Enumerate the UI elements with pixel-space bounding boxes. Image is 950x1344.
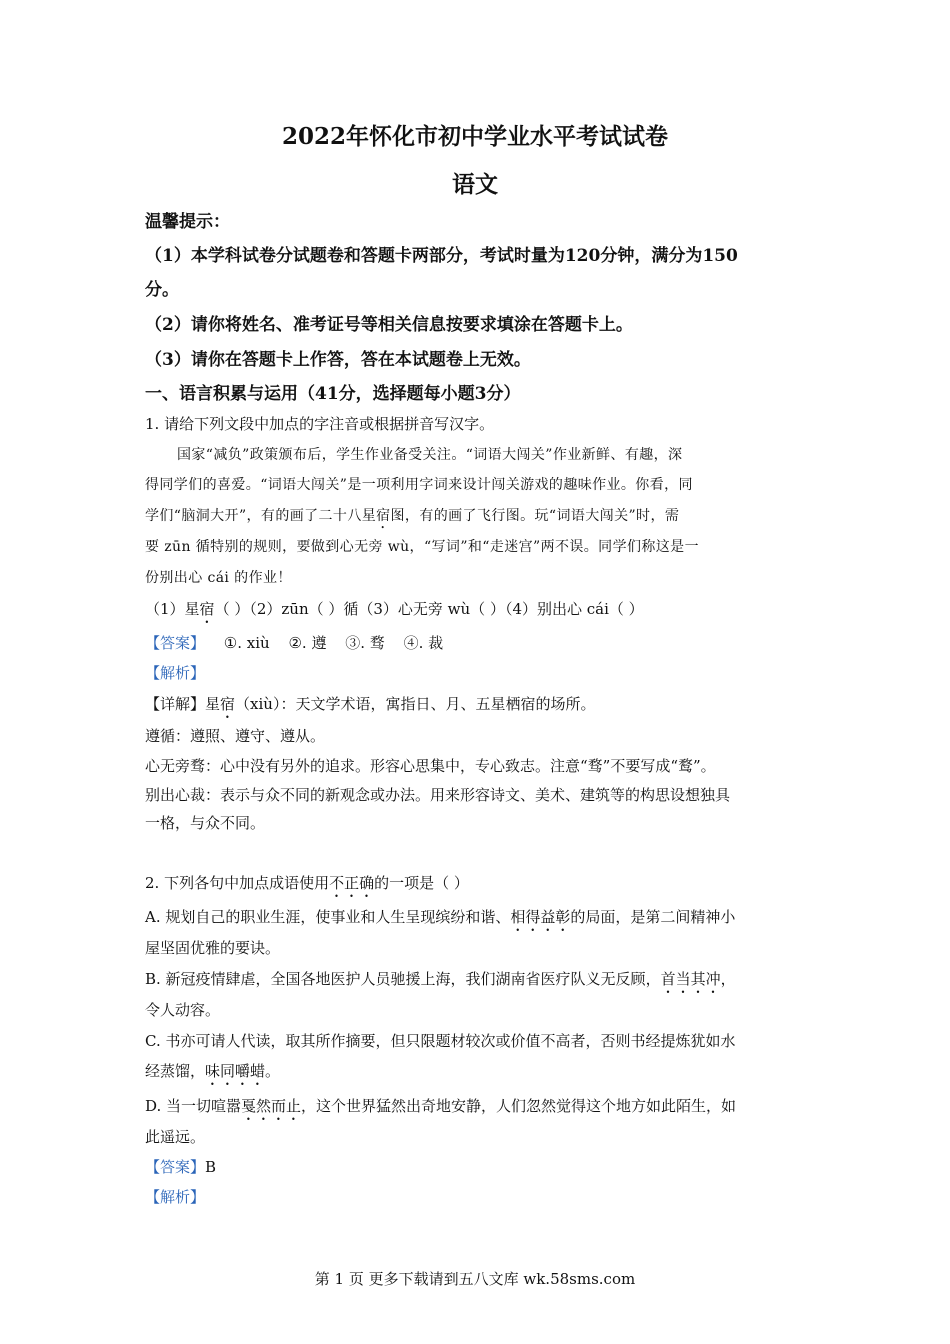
answer-tag: 【答案】 [145,634,206,652]
tips-heading: 温馨提示： [145,212,230,232]
dotted-words: 不正确 [329,874,375,892]
page-subtitle: 语文 [452,171,498,198]
tip-item-1-cont: 分。 [145,280,179,300]
q1-detail-line-3: 心无旁骛：心中没有另外的追求。形容心思集中，专心致志。注意“骛”不要写成“鹜”。 [145,757,716,775]
tip-item-2: （2）请你将姓名、准考证号等相关信息按要求填涂在答题卡上。 [145,315,633,335]
page-title: 2022年怀化市初中学业水平考试试卷 [281,123,668,150]
q1-answer [145,632,443,653]
q1-stem: 1. 请给下列文段中加点的字注音或根据拼音写汉字。 [145,415,495,433]
q1-analysis-tag: 【解析】 [145,664,206,682]
q2-option-c-cont: 经蒸馏，味同嚼蜡。 [145,1062,281,1080]
q2-option-b: B. 新冠疫情肆虐，全国各地医护人员驰援上海，我们湖南省医疗队义无反顾，首当其冲， [145,970,736,988]
q2-option-b-cont: 令人动容。 [145,1001,221,1019]
q1-detail: 【详解】星宿（xiù）：天文学术语，寓指日、月、五星栖宿的场所。 [145,695,596,713]
q1-detail-line-4: 别出心裁：表示与众不同的新观念或办法。用来形容诗文、美术、建筑等的构思设想独具 [145,786,731,804]
dotted-char: 宿 [376,508,391,524]
q1-passage-line-3: 学们“脑洞大开”，有的画了二十八星宿图，有的画了飞行图。玩“词语大闯关”时，需 [145,508,680,524]
answer-tag: 【答案】 [145,1158,206,1176]
dotted-idiom: 相得益彰 [510,908,571,926]
dotted-char: 宿 [220,695,236,713]
dotted-idiom: 首当其冲 [660,970,721,988]
answer-item: ④. 裁 [403,634,444,652]
q1-detail-line-2: 遵循：遵照、遵守、遵从。 [145,727,326,745]
q2-option-d: D. 当一切喧嚣戛然而止，这个世界猛然出奇地安静，人们忽然觉得这个地方如此陌生，如 [145,1097,737,1115]
page-footer: 第 1 页 更多下载请到五八文库 wk.58sms.com [314,1270,636,1288]
dotted-idiom: 味同嚼蜡 [205,1062,266,1080]
q2-stem: 2. 下列各句中加点成语使用不正确的一项是（ ） [145,874,469,892]
q1-blanks: （1）星宿（ ）（2）zūn（ ）循（3）心无旁 wù（ ）（4）别出心 cái（ ） [145,600,644,618]
q2-option-a: A. 规划自己的职业生涯，使事业和人生呈现缤纷和谐、相得益彰的局面，是第二间精神小 [145,908,736,926]
q1-passage-line-4: 要 zūn 循特别的规则，要做到心无旁 wù，“写词”和“走迷宫”两不误。同学们称这是一 [145,539,699,555]
q2-option-a-cont: 屋坚固优雅的要诀。 [145,939,281,957]
q2-option-d-cont: 此遥远。 [145,1128,206,1146]
tip-item-3: （3）请你在答题卡上作答，答在本试题卷上无效。 [145,350,531,370]
dotted-char: 宿 [199,600,215,618]
q2-option-c: C. 书亦可请人代读，取其所作摘要，但只限题材较次或价值不高者，否则书经提炼犹如水 [145,1032,736,1050]
answer-item: ③. 骛 [345,634,385,652]
answer-item: ①. xiù [223,634,270,652]
q1-passage-line-5: 份别出心 cái 的作业！ [145,570,292,586]
answer-value: B [205,1158,217,1176]
tip-item-1: （1）本学科试卷分试题卷和答题卡两部分，考试时量为120分钟，满分为150 [145,246,738,266]
q2-analysis-tag: 【解析】 [145,1188,206,1206]
q1-passage-line-1: 国家“减负”政策颁布后，学生作业备受关注。“词语大闯关”作业新鲜、有趣，深 [177,447,683,463]
q2-answer [145,1156,216,1177]
section-1-heading: 一、语言积累与运用（41分，选择题每小题3分） [145,384,521,404]
dotted-idiom: 戛然而止 [241,1097,302,1115]
q1-passage-line-2: 得同学们的喜爱。“词语大闯关”是一项利用字词来设计闯关游戏的趣味作业。你看，同 [145,477,693,493]
answer-item: ②. 遵 [288,634,327,652]
q1-detail-line-5: 一格，与众不同。 [145,814,266,832]
